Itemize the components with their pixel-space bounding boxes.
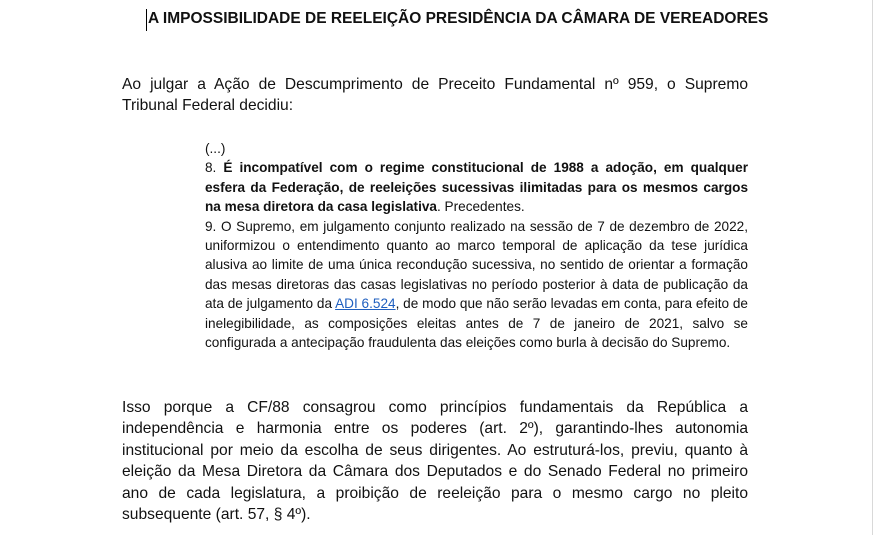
item-9-text-before-link: 9. O Supremo, em julgamento conjunto realizado na sessão de 7 de dezembro de 2022, uniformizou o entendimento quanto ao marco temporal de aplicação da tese jurídica alusiva ao limite de uma única recondução sucessiva, no sentido de orientar a formação das mesas diretoras das casas legislativas no período posterior à data de publicação da ata de julgamento da: [205, 218, 748, 312]
block-quote: [205, 139, 748, 352]
item-8-rest: . Precedentes.: [436, 199, 525, 215]
document-title: A IMPOSSIBILIDADE DE REELEIÇÃO PRESIDÊNCIA DA CÂMARA DE VEREADORES: [148, 10, 769, 27]
item-8-bold-text: É incompatível com o regime constitucional de 1988 a adoção, em qualquer esfera da Federação, de reeleições sucessivas ilimitadas para os mesmos cargos na mesa diretora da casa legislativa: [205, 160, 748, 215]
text-cursor: [146, 9, 147, 31]
quote-item-9: [205, 217, 748, 353]
intro-paragraph: Ao julgar a Ação de Descumprimento de Preceito Fundamental nº 959, o Supremo Tribunal Federal decidiu:: [122, 76, 748, 115]
second-paragraph: Isso porque a CF/88 consagrou como princípios fundamentais da República a independência e harmonia entre os poderes (art. 2º), garantindo-lhes autonomia institucional por meio da escolha de seus dirigentes. Ao estruturá-los, previu, quanto à eleição da Mesa Diretora da Câmara dos Deputados e do Senado Federal no primeiro ano de cada legislatura, a proibição de reeleição para o mesmo cargo no pleito subsequente (art. 57, § 4º).: [122, 399, 748, 524]
quote-item-8: [205, 158, 748, 216]
item-9-text-after-link: , de modo que não serão levadas em conta, para efeito de inelegibilidade, as composições eleitas antes de 7 de janeiro de 2021, salvo se configurada a antecipação fraudulenta das eleições como burla à decisão do Supremo.: [205, 296, 748, 351]
adi-link[interactable]: ADI 6.524: [335, 296, 396, 312]
item-8-number: 8.: [205, 160, 224, 176]
quote-ellipsis: (...): [205, 141, 226, 156]
page-edge-divider: [872, 0, 873, 535]
